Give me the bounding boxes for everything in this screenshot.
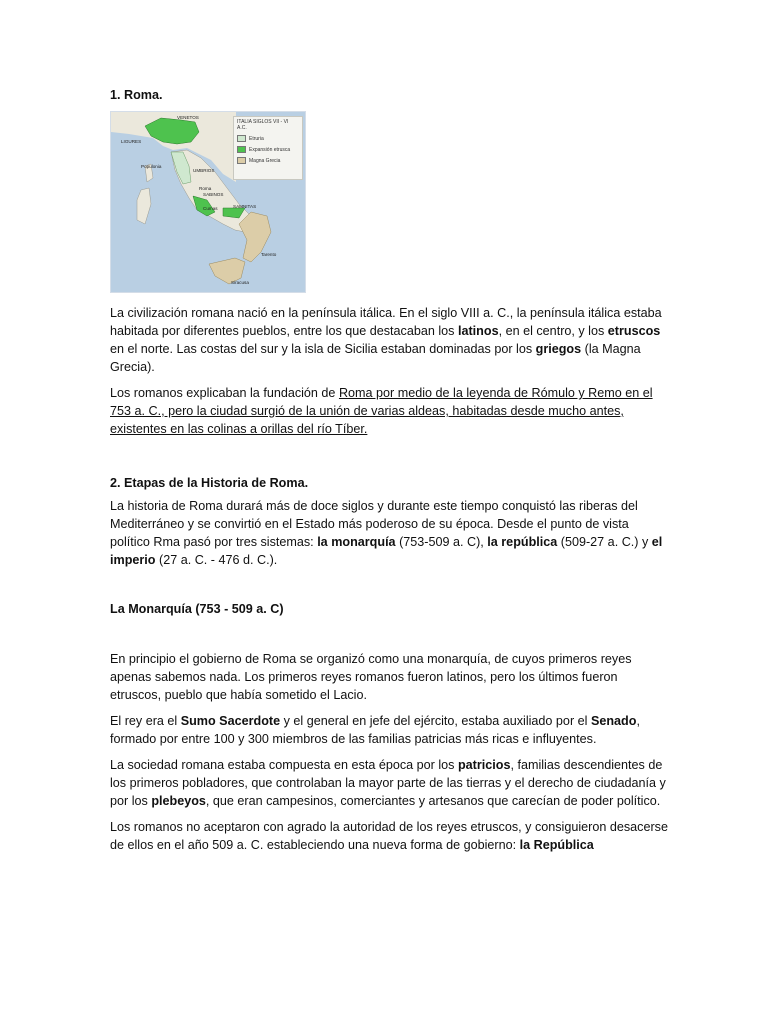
bold-run: la monarquía (317, 535, 396, 549)
legend-swatch-magna-grecia (237, 157, 246, 164)
paragraph-foundation (110, 384, 670, 438)
legend-label: Magna Grecia (249, 157, 281, 164)
map-label: Populonia (141, 164, 162, 169)
text-run: La historia de Roma durará más de doce siglos y durante este tiempo conquistó las riberas del Mediterráneo y se convirtió en el Estado más poderoso de su época. Desde el punto de vista político Rma pasó por tres sistemas: (110, 499, 638, 549)
text-run: , que eran campesinos, comerciantes y artesanos que carecían de poder político. (205, 794, 661, 808)
bold-run: Senado (590, 714, 637, 728)
map-label: LIGURES (121, 139, 142, 144)
legend-swatch-expansion (237, 146, 246, 153)
map-legend-item (237, 157, 299, 164)
legend-label: Expansión etrusca (249, 146, 291, 153)
text-run: , familias descendientes de los primeros pobladores, que controlaban la mayor parte de las tierras y el derecho de ciudadanía y por los (110, 758, 666, 808)
italy-map-image (110, 111, 306, 293)
map-label: UMBRIOS (193, 168, 215, 173)
monarquia-title: La Monarquía (753 - 509 a. C) (110, 602, 284, 616)
text-run: , formado por entre 100 y 300 miembros de las familias patricias más ricas e influyentes. (110, 714, 640, 746)
map-legend-item (237, 135, 299, 142)
map-legend (233, 116, 303, 180)
section-2-title: 2. Etapas de la Historia de Roma. (110, 476, 309, 490)
bold-run: latinos (457, 324, 499, 338)
text-run: Los romanos no aceptaron con agrado la autoridad de los reyes etruscos, y consiguieron desacerse de ellos en el año 509 a. C. estableciendo una nueva forma de gobierno: (110, 820, 668, 852)
section-1-title: 1. Roma. (110, 88, 163, 102)
text-run: Los romanos explicaban la fundación de (110, 386, 339, 400)
map-label: SABINOS (203, 192, 224, 197)
bold-run: etruscos (607, 324, 661, 338)
map-legend-title: ITALIA SIGLOS VII - VI A.C. (237, 119, 289, 131)
paragraph-stages (110, 497, 670, 569)
text-run: La civilización romana nació en la península itálica. En el siglo VIII a. C., la península itálica estaba habitada por diferentes pueblos, entre los que destacaban los (110, 306, 662, 338)
document-page (110, 88, 670, 854)
bold-run: griegos (535, 342, 582, 356)
underlined-run: Roma por medio de la leyenda de Rómulo y Remo en el 753 a. C., pero la ciudad surgió de la unión de varias aldeas, habitadas desde mucho antes, existentes en las colinas a orillas del río Tíber. (110, 386, 653, 436)
text-run: , en el centro, y los (498, 324, 608, 338)
text-run: La sociedad romana estaba compuesta en esta época por los (110, 758, 458, 772)
paragraph-society (110, 756, 670, 810)
map-label: SAMNITAS (233, 204, 257, 209)
paragraph-peoples (110, 304, 670, 376)
legend-label: Etruria (249, 135, 264, 142)
bold-run: la república (487, 535, 558, 549)
bold-run: Sumo Sacerdote (180, 714, 281, 728)
map-legend-item (237, 146, 299, 153)
text-run: El rey era el (110, 714, 181, 728)
text-run: en el norte. Las costas del sur y la isla de Sicilia estaban dominadas por los (110, 342, 536, 356)
text-run: (753-509 a. C), (395, 535, 488, 549)
text-run: (la Magna Grecia). (110, 342, 641, 374)
paragraph-republic (110, 818, 670, 854)
bold-run: el imperio (110, 535, 663, 567)
map-label: VENETOS (177, 115, 199, 120)
text-run: En principio el gobierno de Roma se organizó como una monarquía, de cuyos primeros reyes apenas sabemos nada. Los primeros reyes romanos fueron latinos, pero los últimos fueron etruscos, pueblo que había sometido el Lacio. (110, 652, 632, 702)
map-label: Cumas (203, 206, 218, 211)
bold-run: la República (519, 838, 594, 852)
bold-run: patricios (457, 758, 511, 772)
map-label: Roma (199, 186, 212, 191)
bold-run: plebeyos (151, 794, 206, 808)
paragraph-king (110, 712, 670, 748)
text-run: (509-27 a. C.) y (557, 535, 652, 549)
text-run: (27 a. C. - 476 d. C.). (155, 553, 278, 567)
map-label: Tarento (261, 252, 277, 257)
text-run: y el general en jefe del ejército, estaba auxiliado por el (280, 714, 591, 728)
paragraph-monarchy-origin (110, 650, 670, 704)
legend-swatch-etruria (237, 135, 246, 142)
map-label: Siracusa (231, 280, 249, 285)
